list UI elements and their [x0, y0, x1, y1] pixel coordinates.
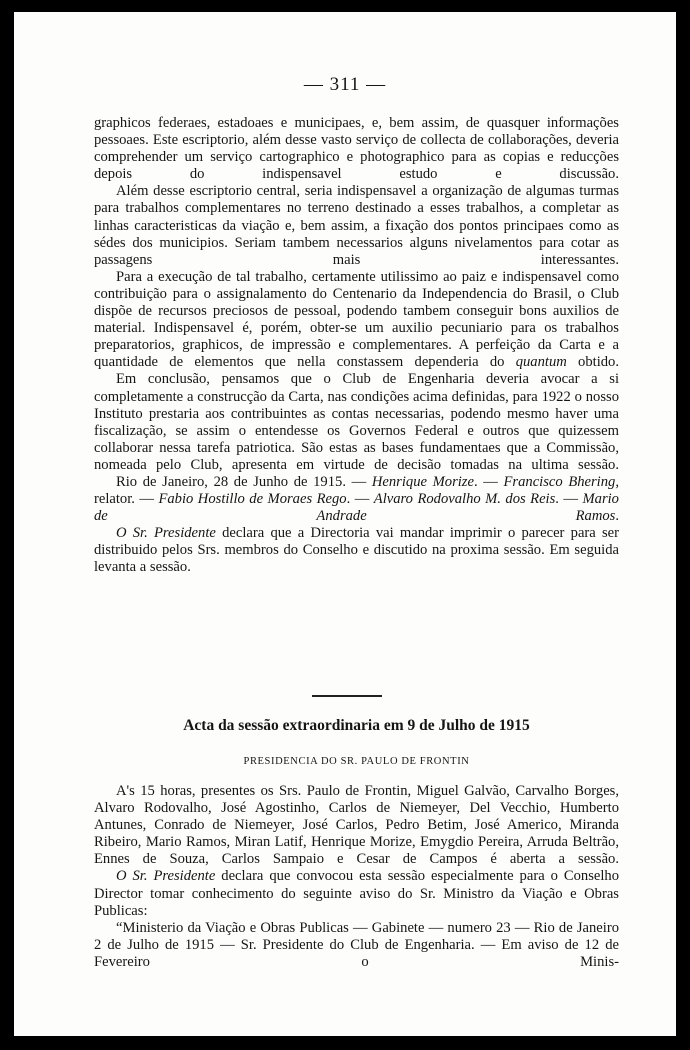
paragraph-continuation: graphicos federaes, estadoaes e municipaes, e, bem assim, de quasquer informações pessoaes. Este escriptorio, além desse vasto serviço de collecta de collaborações, deveria comprehender um serviço cartographico e photographico para as copias e reducções depois do indispensavel estudo e discussão. [94, 115, 619, 183]
signature-line [94, 474, 619, 525]
signature-end: . [615, 508, 619, 525]
minutes-text-block [94, 783, 619, 971]
signatory-rego: Fabio Hostillo de Moraes Rego [158, 491, 347, 508]
paragraph-conclusao: Em conclusão, pensamos que o Club de Engenharia deveria avocar a si completamente a construcção da Carta, nas condições acima definidas, para 1922 o nosso Instituto prestaria aos contribuintes as contas necessarias, podendo mesmo haver uma fiscalização, se assim o entendesse os Governos Federal e outros que quizessem collaborar nessa tarefa patriotica. São estas as bases fundamentaes que a Commissão, nomeada pelo Club, apresenta em virtude de decisão tomadas na ultima sessão. [94, 371, 619, 473]
paragraph-president-closing [94, 525, 619, 576]
separator: . — [346, 491, 374, 508]
president-closing-text: declara que a Directoria vai mandar imprimir o parecer para ser distribuido pelos Srs. membros do Conselho e discutido na proxima sessão. Em seguida levanta a sessão. [94, 525, 619, 576]
page-number: — 311 — [303, 74, 387, 95]
signatory-bhering: Francisco Bhering, [503, 473, 619, 490]
place-date: Rio de Janeiro, 28 de Junho de 1915. — [116, 473, 372, 490]
separator: . — [555, 491, 583, 508]
signatory-ramos: Mario de Andrade Ramos [94, 491, 619, 525]
paragraph-execucao-text: Para a execução de tal trabalho, certamente utilissimo ao paiz e indispensavel como contribuição para o assignalamento do Centenario da Independencia do Brasil, o Club dispõe de recursos preciosos de pessoal, podendo tambem conseguir bons auxilios de material. Indispensavel é, porém, obter-se um auxilio pecuniario para os trabalhos preparatorios, graphicos, de impressão e complementares. A perfeição da Carta e a quantidade de elementos que nella constassem dependeria do [94, 268, 619, 371]
paragraph-president-opening [94, 868, 619, 919]
quantum-word: quantum [515, 354, 567, 371]
presidency-heading: PRESIDENCIA DO SR. PAULO DE FRONTIN [243, 756, 470, 767]
president-opening-text: declara que convocou esta sessão especialmente para o Conselho Director tomar conhecimento do seguinte aviso do Sr. Ministro da Viação e Obras Publicas: [94, 868, 620, 919]
paragraph-ministry-notice: “Ministerio da Viação e Obras Publicas — Gabinete — numero 23 — Rio de Janeiro 2 de Julho de 1915 — Sr. Presidente do Club de Engenharia. — Em aviso de 12 de Fevereiro o Minis- [94, 919, 619, 970]
role-relator: relator. — [94, 491, 159, 508]
paragraph-execucao [94, 269, 619, 372]
paragraph-escriptorio: Além desse escriptorio central, seria indispensavel a organização de algumas turmas para trabalhos complementares no terreno destinado a esses trabalhos, a completar as linhas caracteristicas da viação e, bem assim, a fixação dos pontos principaes como as sédes dos municipios. Seriam tambem necessarios alguns nivelamentos para cotar as passagens mais interessantes. [94, 183, 619, 268]
document-page [14, 12, 676, 1036]
signatory-morize: Henrique Morize [371, 473, 474, 490]
speaker-presidente: O Sr. Presidente [116, 868, 216, 885]
speaker-presidente: O Sr. Presidente [116, 525, 216, 542]
section-divider [312, 695, 382, 697]
separator: . — [473, 473, 504, 490]
report-text-block [94, 115, 619, 577]
signatory-reis: Alvaro Rodovalho M. dos Reis [373, 491, 556, 508]
paragraph-execucao-end: obtido. [566, 354, 620, 371]
session-title: Acta da sessão extraordinaria em 9 de Julho de 1915 [183, 717, 530, 734]
paragraph-attendance: A's 15 horas, presentes os Srs. Paulo de Frontin, Miguel Galvão, Carvalho Borges, Alvaro Rodovalho, José Agostinho, Carlos de Niemeyer, Del Vecchio, Humberto Antunes, Conrado de Niemeyer, José Carlos, Pedro Betim, José Americo, Miranda Ribeiro, Mario Ramos, Miran Latif, Henrique Morize, Emygdio Pereira, Arruda Beltrão, Ennes de Souza, Carlos Sampaio e Cesar de Campos é aberta a sessão. [94, 783, 619, 868]
